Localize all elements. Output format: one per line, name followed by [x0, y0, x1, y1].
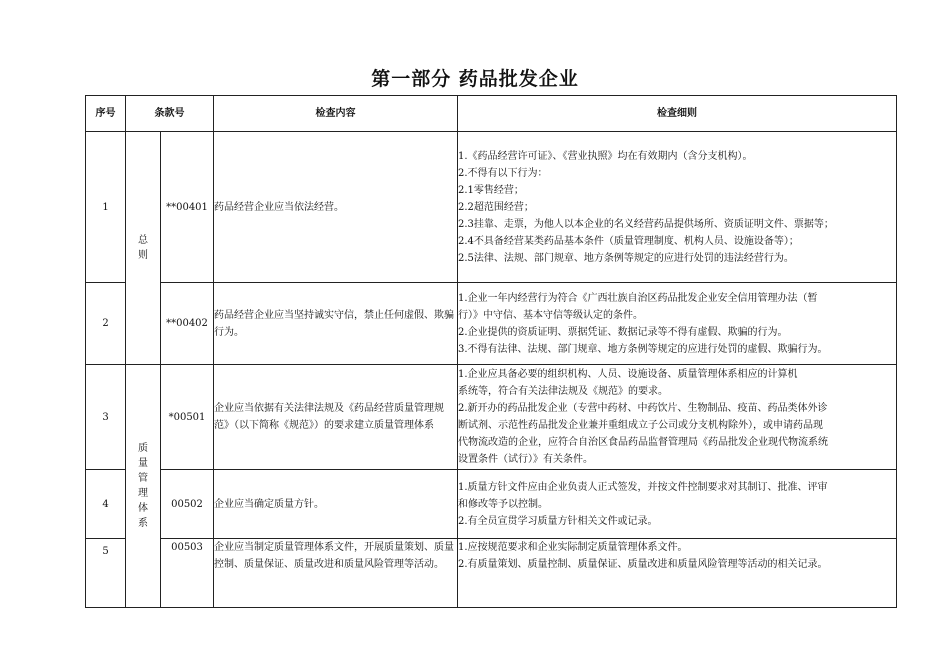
row-content: 药品经营企业应当依法经营。 [214, 132, 458, 283]
row-code: *00501 [161, 365, 214, 470]
row-details [458, 365, 897, 470]
detail-line: 2.5法律、法规、部门规章、地方条例等规定的应进行处罚的违法经营行为。 [458, 252, 794, 264]
section-quality-system [126, 365, 161, 608]
row-code: 00502 [161, 470, 214, 539]
row-details [458, 470, 897, 539]
row-content [214, 365, 458, 470]
section-label: 质量管理体系 [138, 442, 148, 529]
row-content [214, 283, 458, 365]
header-seq: 序号 [86, 96, 126, 132]
detail-line: 系统等，符合有关法律法规及《规范》的要求。 [458, 386, 668, 397]
detail-line: 和修改等予以控制。 [458, 498, 548, 510]
detail-line: 3.不得有法律、法规、部门规章、地方条例等规定的应进行处罚的虚假、欺骗行为。 [458, 343, 828, 355]
inspection-table [85, 95, 897, 608]
detail-line: 2.有全员宣贯学习质量方针相关文件或记录。 [458, 515, 658, 527]
table-row [86, 283, 897, 365]
detail-line: 1.质量方针文件应由企业负责人正式签发，并按文件控制要求对其制订、批准、评审 [458, 481, 828, 493]
table-row [86, 539, 897, 608]
row-content: 企业应当确定质量方针。 [214, 470, 458, 539]
row-code: **00401 [161, 132, 214, 283]
table-row [86, 365, 897, 470]
detail-line: 2.企业提供的资质证明、票据凭证、数据记录等不得有虚假、欺骗的行为。 [458, 326, 788, 338]
page-title: 第一部分 药品批发企业 [371, 68, 579, 90]
detail-line: 行）》中守信、基本守信等级认定的条件。 [458, 309, 643, 321]
section-label: 总则 [138, 234, 148, 261]
header-details: 检查细则 [458, 96, 897, 132]
detail-line: 设置条件（试行）》有关条件。 [458, 454, 593, 465]
detail-line: 2.4不具备经营某类药品基本条件（质量管理制度、机构人员、设施设备等）； [458, 235, 799, 247]
detail-line: 2.新开办的药品批发企业（专营中药材、中药饮片、生物制品、疫苗、药品类体外诊 [458, 403, 828, 414]
row-seq: 4 [86, 470, 126, 539]
content-text: 企业应当制定质量管理体系文件，开展质量策划、质量控制、质量保证、质量改进和质量风险管理等活动。 [214, 542, 454, 570]
detail-line: 1.企业一年内经营行为符合《广西壮族自治区药品批发企业安全信用管理办法（暂 [458, 292, 818, 304]
row-code: **00402 [161, 283, 214, 365]
row-content [214, 539, 458, 608]
detail-line: 2.2超范围经营； [458, 201, 534, 213]
detail-line: 代物流改造的企业，应符合自治区食品药品监督管理局《药品批发企业现代物流系统 [458, 437, 828, 448]
detail-line: 1.应按规范要求和企业实际制定质量管理体系文件。 [458, 542, 688, 553]
detail-line: 1.企业应具备必要的组织机构、人员、设施设备、质量管理体系相应的计算机 [458, 369, 798, 380]
table-row [86, 470, 897, 539]
content-text: 企业应当依据有关法律法规及《药品经营质量管理规范》（以下简称《规范》）的要求建立质量管理体系 [214, 403, 444, 431]
section-general [126, 132, 161, 365]
row-seq: 5 [86, 539, 126, 608]
detail-line: 2.3挂靠、走票，为他人以本企业的名义经营药品提供场所、资质证明文件、票据等； [458, 218, 834, 230]
detail-line: 2.有质量策划、质量控制、质量保证、质量改进和质量风险管理等活动的相关记录。 [458, 559, 828, 570]
row-details [458, 539, 897, 608]
detail-line: 1.《药品经营许可证》、《营业执照》均在有效期内（含分支机构）。 [458, 150, 753, 162]
detail-line: 断试剂、示范性药品批发企业兼并重组成立子公司或分支机构除外），或申请药品现 [458, 420, 823, 431]
row-seq: 2 [86, 283, 126, 365]
row-code: 00503 [161, 539, 214, 608]
content-text: 药品经营企业应当坚持诚实守信，禁止任何虚假、欺骗行为。 [214, 309, 454, 338]
detail-line: 2.1零售经营； [458, 184, 524, 196]
header-content: 检查内容 [214, 96, 458, 132]
table-row [86, 132, 897, 283]
header-clause: 条款号 [126, 96, 214, 132]
row-details [458, 283, 897, 365]
detail-line: 2.不得有以下行为： [458, 167, 548, 179]
row-seq: 3 [86, 365, 126, 470]
row-details [458, 132, 897, 283]
table-header-row [86, 96, 897, 132]
row-seq: 1 [86, 132, 126, 283]
